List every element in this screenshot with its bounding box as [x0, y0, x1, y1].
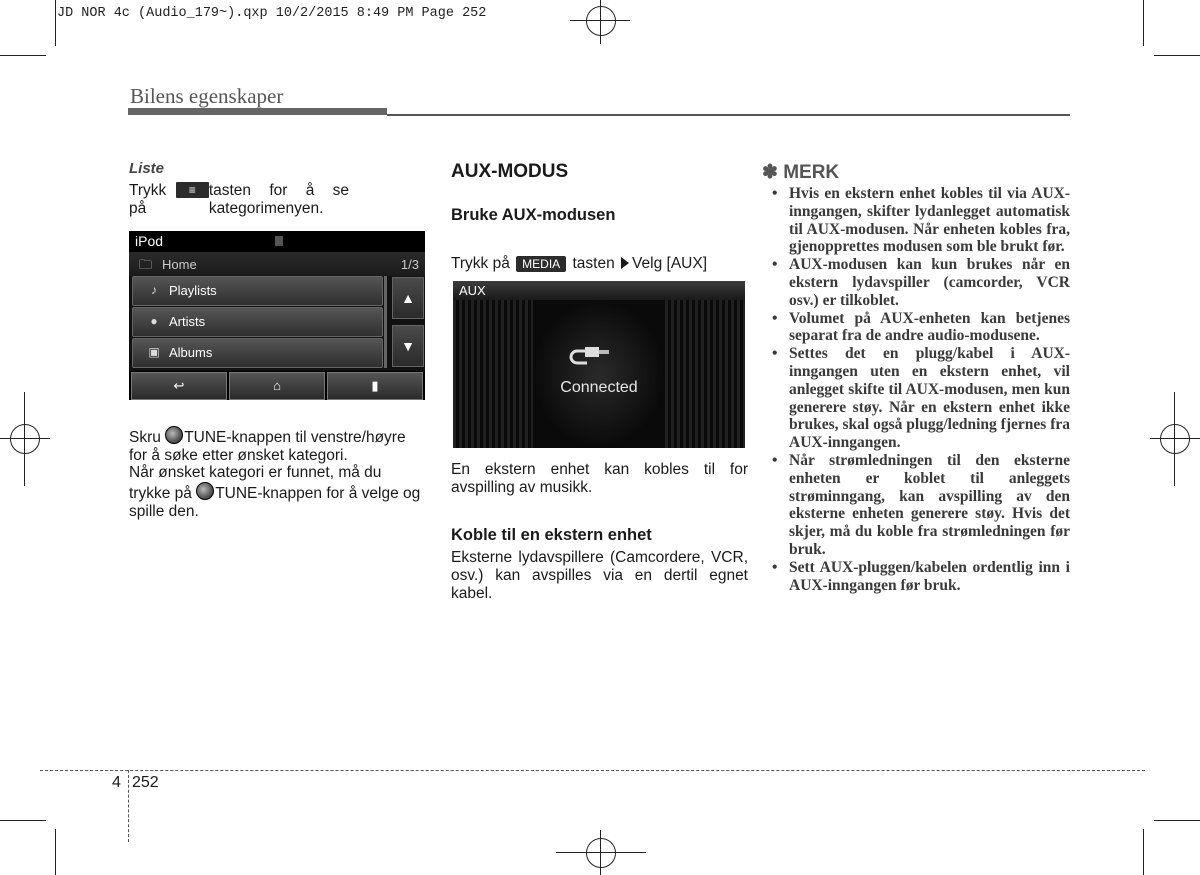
playlist-icon: ♪ — [151, 283, 157, 297]
aux-subheading: Bruke AUX-modusen — [451, 206, 616, 224]
crop-mark — [55, 829, 56, 875]
note-heading: ✽ MERK — [762, 162, 840, 183]
media-key: MEDIA — [516, 256, 566, 272]
scrollbar[interactable] — [384, 276, 387, 368]
ipod-page: 1/3 — [400, 257, 419, 272]
note-item: • Settes det en plugg/kabel i AUX-inngangen uten en ekstern enhet, vil anlegget skifte til AUX-modusen, men kun generere støy. Når en ekstern enhet ikke brukes, skal også plugg/ledning fjernes fra AUX-inngangen. — [762, 345, 1070, 452]
text: tasten for å se kategorimenyen. — [208, 182, 350, 217]
equalizer-graphic — [665, 300, 745, 448]
back-button[interactable] — [131, 372, 227, 400]
tune-paragraph — [129, 426, 425, 465]
folder-icon: ▮ — [371, 378, 379, 393]
tune-knob-icon — [196, 482, 214, 500]
section-title: Bilens egenskaper — [130, 84, 284, 108]
crop-mark — [0, 820, 46, 821]
aux-description: En ekstern enhet kan kobles til for avspilling av musikk. — [451, 461, 748, 496]
header-rule-thin — [387, 114, 1070, 116]
text: Skru — [129, 429, 161, 446]
crop-mark — [1143, 829, 1144, 875]
crop-mark — [1143, 0, 1144, 46]
aux-heading: AUX-MODUS — [451, 161, 569, 182]
page-number: 252 — [132, 774, 159, 791]
aux-title-bar — [453, 281, 745, 300]
ipod-item-label: Artists — [169, 314, 206, 329]
text: TUNE-knappen for å velge og spille den. — [129, 485, 421, 520]
aux-cable-icon — [567, 343, 627, 373]
home-button[interactable] — [229, 372, 325, 400]
battery-icon — [275, 236, 283, 246]
text: Når ønsket kategori er funnet, må du trykke på — [129, 464, 382, 502]
note-item: • Volumet på AUX-enheten kan betjenes separat fra de andre audio-modusene. — [762, 310, 1070, 346]
aux-center-glow — [533, 300, 665, 448]
ipod-path: Home — [162, 257, 197, 272]
footer-divider — [128, 770, 129, 842]
tune-knob-icon — [165, 426, 183, 444]
equalizer-graphic — [453, 300, 533, 448]
liste-heading: Liste — [129, 160, 165, 177]
aux-status: Connected — [560, 379, 638, 396]
folder-button[interactable] — [327, 372, 423, 400]
ipod-title-bar — [129, 231, 425, 252]
crop-mark — [55, 0, 56, 46]
footer-rule — [40, 770, 1145, 771]
note-item: • Hvis en ekstern enhet kobles til via AUX-inngangen, skifter lydanlegget automatisk til AUX-modusen. Når enheten kobles fra, gjenopprettes modusen som ble brukt før. — [762, 185, 1070, 256]
note-list — [762, 185, 1070, 594]
note-item: • Sett AUX-pluggen/kabelen ordentlig inn i AUX-inngangen før bruk. — [762, 559, 1070, 595]
liste-paragraph — [129, 182, 425, 218]
text: Trykk på — [451, 255, 510, 272]
aux-screen — [453, 281, 745, 448]
connect-description: Eksterne lydavspillere (Camcordere, VCR, osv.) kan avspilles via en dertil egnet kabel. — [451, 549, 748, 602]
folder-icon: 🗀 — [139, 257, 153, 272]
ipod-item-label: Albums — [169, 345, 213, 360]
note-item: • AUX-modusen kan kun brukes når en ekstern lydavspiller (camcorder, VCR osv.) er tilkoblet. — [762, 256, 1070, 309]
print-slug: JD NOR 4c (Audio_179~).qxp 10/2/2015 8:49 PM Page 252 — [57, 6, 487, 21]
menu-key-icon: ≡ — [176, 182, 209, 198]
ipod-screen — [129, 231, 425, 400]
ipod-item-albums[interactable] — [132, 338, 383, 368]
text: Trykk på — [129, 182, 167, 217]
select-paragraph — [129, 464, 425, 521]
aux-title: AUX — [459, 283, 486, 298]
crop-mark — [1154, 55, 1200, 56]
back-icon: ↩ — [173, 378, 185, 393]
connect-subheading: Koble til en ekstern enhet — [451, 526, 652, 544]
home-icon: ⌂ — [273, 378, 281, 393]
person-icon: ● — [150, 314, 158, 328]
text: tasten — [572, 255, 615, 272]
crop-mark — [1154, 820, 1200, 821]
ipod-title: iPod — [135, 233, 164, 249]
text: Velg [AUX] — [632, 255, 708, 272]
text: TUNE-knappen til venstre/høyre for å søke etter ønsket kategori. — [129, 429, 406, 464]
ipod-path-bar — [129, 252, 425, 276]
crop-mark — [0, 55, 46, 56]
ipod-item-artists[interactable] — [132, 307, 383, 337]
scroll-down-button[interactable]: ▼ — [392, 325, 424, 367]
ipod-item-playlists[interactable] — [132, 276, 383, 306]
album-icon: ▣ — [148, 345, 160, 359]
ipod-bottom-bar — [129, 371, 425, 400]
note-item: • Når strømledningen til den eksterne enheten er koblet til anleggets strøminngang, kan avspilling av den eksterne enheten generere støy. Hvis det skjer, må du koble fra strømledningen før bruk. — [762, 452, 1070, 559]
arrow-right-icon — [621, 257, 629, 269]
aux-instruction — [451, 255, 748, 273]
header-rule-thick — [128, 108, 387, 115]
chapter-number: 4 — [112, 774, 121, 791]
scroll-up-button[interactable]: ▲ — [392, 277, 424, 319]
ipod-item-label: Playlists — [169, 283, 217, 298]
